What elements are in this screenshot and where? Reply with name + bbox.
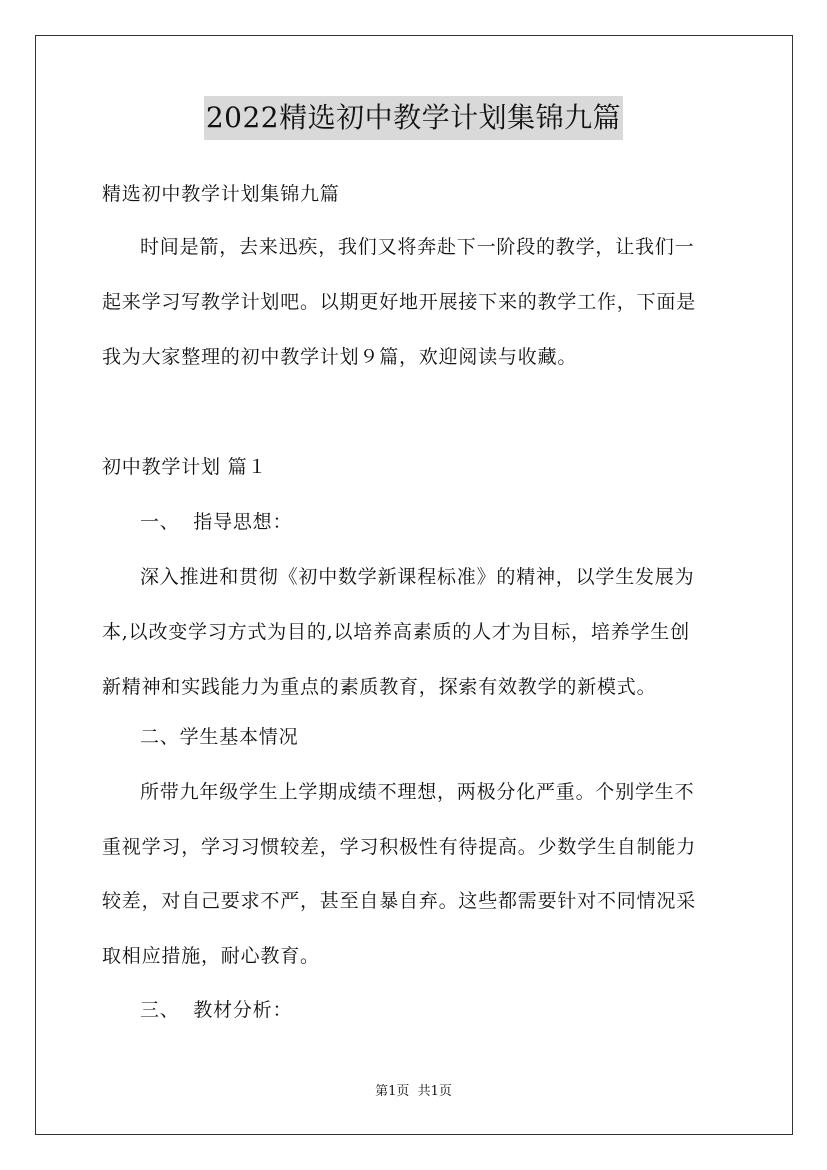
para-2-line-2: 重视学习，学习习惯较差，学习积极性有待提高。少数学生自制能力	[102, 836, 697, 858]
para-1-line-3: 新精神和实践能力为重点的素质教育，探索有效教学的新模式。	[102, 676, 657, 698]
heading-guiding-ideology: 一、 指导思想：	[140, 511, 293, 533]
intro-line-1: 时间是箭，去来迅疾，我们又将奔赴下一阶段的教学，让我们一	[140, 236, 695, 258]
document-title: 2022精选初中教学计划集锦九篇	[204, 96, 623, 140]
para-1-line-1: 深入推进和贯彻《初中数学新课程标准》的精神，以学生发展为	[140, 566, 695, 588]
intro-line-3: 我为大家整理的初中教学计划９篇，欢迎阅读与收藏。	[102, 346, 578, 368]
heading-student-situation: 二、学生基本情况	[140, 726, 299, 748]
page-footer	[0, 1083, 827, 1101]
para-1-line-2: 本,以改变学习方式为目的,以培养高素质的人才为目标，培养学生创	[102, 621, 690, 643]
para-2-line-1: 所带九年级学生上学期成绩不理想，两极分化严重。个别学生不	[140, 781, 695, 803]
para-2-line-3: 较差，对自己要求不严，甚至自暴自弃。这些都需要针对不同情况采	[102, 890, 697, 912]
heading-textbook-analysis: 三、 教材分析：	[140, 999, 293, 1021]
title-container	[0, 96, 827, 140]
document-subtitle: 精选初中教学计划集锦九篇	[102, 183, 340, 205]
intro-line-2: 起来学习写教学计划吧。以期更好地开展接下来的教学工作，下面是	[102, 291, 697, 313]
page-number: 第1页 共1页	[375, 1084, 452, 1099]
para-2-line-4: 取相应措施，耐心教育。	[102, 945, 320, 967]
section-title: 初中教学计划 篇１	[102, 456, 268, 478]
